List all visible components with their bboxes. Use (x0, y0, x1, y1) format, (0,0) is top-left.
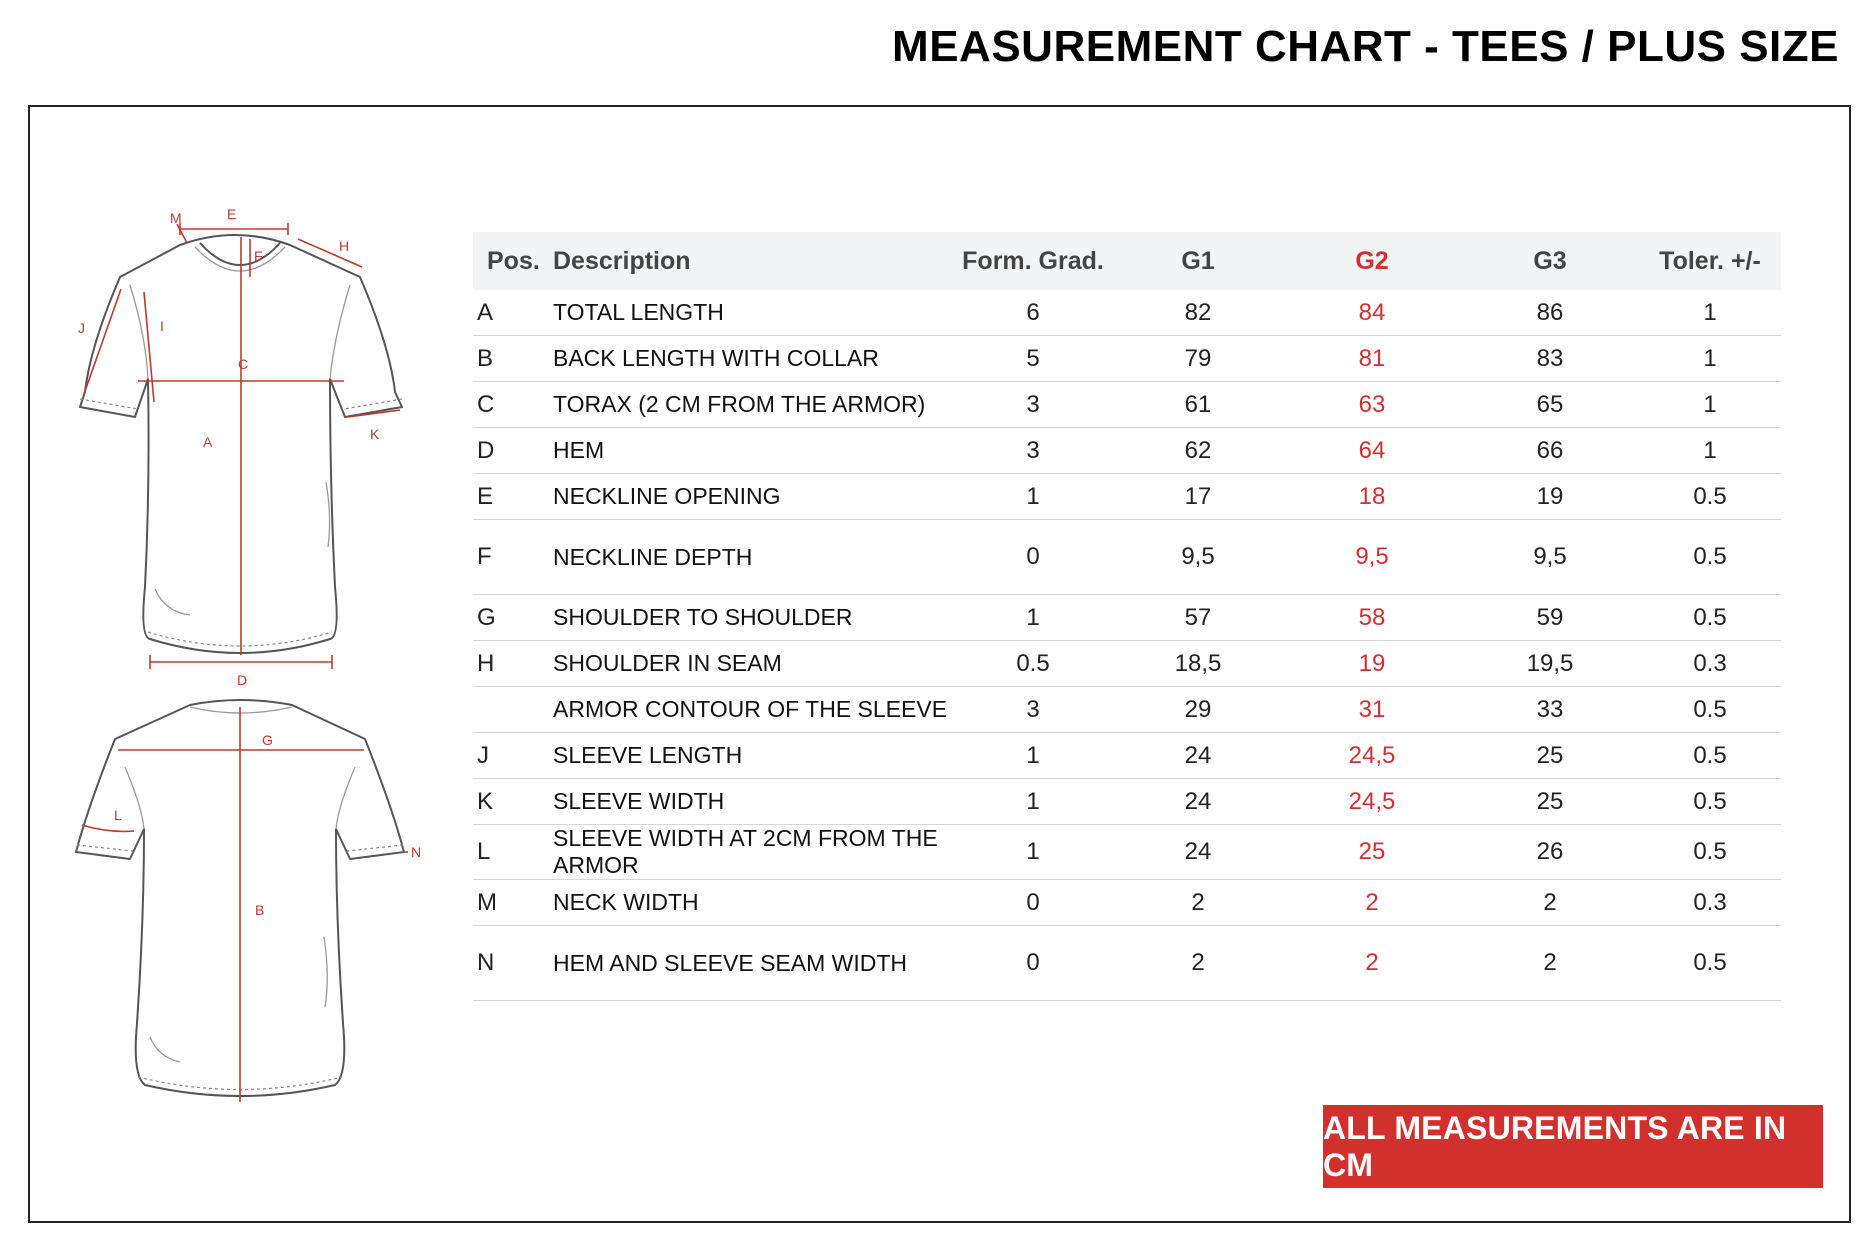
header-g2: G2 (1283, 232, 1461, 290)
cell-g1: 24 (1113, 779, 1283, 825)
cell-g2: 19 (1283, 641, 1461, 687)
cell-grad: 1 (953, 825, 1113, 880)
cell-tolerance: 0.5 (1639, 733, 1781, 779)
cell-pos: F (473, 520, 553, 595)
cell-g2: 63 (1283, 382, 1461, 428)
cell-g1: 82 (1113, 290, 1283, 336)
cell-g1: 2 (1113, 926, 1283, 1001)
cell-g3: 19,5 (1461, 641, 1639, 687)
label-g: G (262, 732, 273, 748)
cell-g3: 2 (1461, 880, 1639, 926)
cell-tolerance: 0.3 (1639, 641, 1781, 687)
table-row (473, 290, 1781, 336)
cell-tolerance: 0.5 (1639, 595, 1781, 641)
label-n: N (411, 844, 422, 860)
cell-tolerance: 0.5 (1639, 687, 1781, 733)
cell-grad: 5 (953, 336, 1113, 382)
cell-pos: A (473, 290, 553, 336)
cell-grad: 3 (953, 382, 1113, 428)
label-c: C (238, 356, 249, 372)
cell-g1: 24 (1113, 825, 1283, 880)
cell-description: SLEEVE LENGTH (553, 733, 953, 779)
cell-g3: 59 (1461, 595, 1639, 641)
cell-grad: 1 (953, 595, 1113, 641)
cell-description: NECKLINE DEPTH (553, 520, 953, 595)
cell-g1: 57 (1113, 595, 1283, 641)
cell-pos (473, 687, 553, 733)
header-g3: G3 (1461, 232, 1639, 290)
cell-g1: 2 (1113, 880, 1283, 926)
units-note-banner: ALL MEASUREMENTS ARE IN CM (1323, 1105, 1823, 1188)
cell-pos: N (473, 926, 553, 1001)
header-g1: G1 (1113, 232, 1283, 290)
cell-pos: D (473, 428, 553, 474)
cell-description: TOTAL LENGTH (553, 290, 953, 336)
cell-tolerance: 1 (1639, 290, 1781, 336)
cell-g3: 66 (1461, 428, 1639, 474)
cell-g3: 9,5 (1461, 520, 1639, 595)
header-tolerance: Toler. +/- (1639, 232, 1781, 290)
cell-description: TORAX (2 CM FROM THE ARMOR) (553, 382, 953, 428)
cell-g3: 26 (1461, 825, 1639, 880)
cell-description: HEM (553, 428, 953, 474)
cell-g2: 24,5 (1283, 779, 1461, 825)
label-j: J (78, 320, 85, 336)
front-tshirt (78, 206, 402, 688)
header-description: Description (553, 232, 953, 290)
cell-g2: 18 (1283, 474, 1461, 520)
cell-g2: 9,5 (1283, 520, 1461, 595)
cell-g3: 83 (1461, 336, 1639, 382)
label-i: I (160, 318, 164, 334)
tshirt-diagram (30, 107, 490, 1217)
cell-g2: 2 (1283, 880, 1461, 926)
cell-g3: 33 (1461, 687, 1639, 733)
cell-g3: 65 (1461, 382, 1639, 428)
cell-description: NECKLINE OPENING (553, 474, 953, 520)
table-row (473, 687, 1781, 733)
cell-g2: 64 (1283, 428, 1461, 474)
cell-description: NECK WIDTH (553, 880, 953, 926)
cell-grad: 0 (953, 926, 1113, 1001)
cell-grad: 6 (953, 290, 1113, 336)
cell-description: SLEEVE WIDTH AT 2CM FROM THE ARMOR (553, 825, 953, 880)
header-grad: Form. Grad. (953, 232, 1113, 290)
table-row (473, 926, 1781, 1001)
cell-g1: 17 (1113, 474, 1283, 520)
cell-g1: 9,5 (1113, 520, 1283, 595)
cell-tolerance: 0.5 (1639, 779, 1781, 825)
cell-pos: G (473, 595, 553, 641)
cell-g1: 24 (1113, 733, 1283, 779)
cell-grad: 1 (953, 779, 1113, 825)
cell-tolerance: 1 (1639, 336, 1781, 382)
cell-pos: E (473, 474, 553, 520)
label-l: L (114, 807, 122, 823)
cell-description: SHOULDER TO SHOULDER (553, 595, 953, 641)
cell-grad: 1 (953, 733, 1113, 779)
cell-tolerance: 0.3 (1639, 880, 1781, 926)
cell-g1: 18,5 (1113, 641, 1283, 687)
cell-tolerance: 0.5 (1639, 474, 1781, 520)
cell-g3: 19 (1461, 474, 1639, 520)
label-b: B (255, 902, 265, 918)
table-row (473, 428, 1781, 474)
cell-tolerance: 1 (1639, 382, 1781, 428)
cell-tolerance: 0.5 (1639, 825, 1781, 880)
cell-g3: 86 (1461, 290, 1639, 336)
cell-g2: 81 (1283, 336, 1461, 382)
table-row (473, 595, 1781, 641)
table-row (473, 382, 1781, 428)
table-header-row (473, 232, 1781, 290)
cell-pos: M (473, 880, 553, 926)
cell-tolerance: 0.5 (1639, 926, 1781, 1001)
cell-g3: 2 (1461, 926, 1639, 1001)
label-f: F (254, 248, 263, 264)
cell-tolerance: 0.5 (1639, 520, 1781, 595)
cell-description: HEM AND SLEEVE SEAM WIDTH (553, 926, 953, 1001)
cell-g2: 84 (1283, 290, 1461, 336)
cell-g2: 31 (1283, 687, 1461, 733)
cell-description: ARMOR CONTOUR OF THE SLEEVE (553, 687, 953, 733)
measurement-table (473, 232, 1781, 1001)
table-row (473, 825, 1781, 880)
label-e: E (227, 206, 237, 222)
cell-g2: 24,5 (1283, 733, 1461, 779)
header-pos: Pos. (473, 232, 553, 290)
cell-g3: 25 (1461, 733, 1639, 779)
cell-grad: 1 (953, 474, 1113, 520)
table-row (473, 336, 1781, 382)
cell-description: SLEEVE WIDTH (553, 779, 953, 825)
cell-g1: 62 (1113, 428, 1283, 474)
label-m: M (170, 210, 182, 226)
cell-g2: 2 (1283, 926, 1461, 1001)
cell-grad: 3 (953, 428, 1113, 474)
cell-g1: 29 (1113, 687, 1283, 733)
cell-pos: B (473, 336, 553, 382)
label-a: A (203, 434, 213, 450)
cell-tolerance: 1 (1639, 428, 1781, 474)
cell-grad: 0.5 (953, 641, 1113, 687)
cell-description: SHOULDER IN SEAM (553, 641, 953, 687)
page-title: MEASUREMENT CHART - TEES / PLUS SIZE (892, 22, 1839, 71)
cell-g2: 58 (1283, 595, 1461, 641)
cell-grad: 0 (953, 880, 1113, 926)
cell-description: BACK LENGTH WITH COLLAR (553, 336, 953, 382)
cell-pos: H (473, 641, 553, 687)
cell-g3: 25 (1461, 779, 1639, 825)
cell-pos: C (473, 382, 553, 428)
cell-g1: 79 (1113, 336, 1283, 382)
cell-grad: 3 (953, 687, 1113, 733)
cell-g1: 61 (1113, 382, 1283, 428)
table-row (473, 474, 1781, 520)
cell-g2: 25 (1283, 825, 1461, 880)
cell-pos: K (473, 779, 553, 825)
back-tshirt (76, 700, 421, 1102)
table-row (473, 520, 1781, 595)
label-h: H (339, 238, 350, 254)
table-row (473, 880, 1781, 926)
cell-pos: J (473, 733, 553, 779)
table-row (473, 733, 1781, 779)
cell-pos: L (473, 825, 553, 880)
table-row (473, 779, 1781, 825)
label-k: K (370, 426, 380, 442)
label-d: D (237, 672, 248, 688)
cell-grad: 0 (953, 520, 1113, 595)
table-row (473, 641, 1781, 687)
